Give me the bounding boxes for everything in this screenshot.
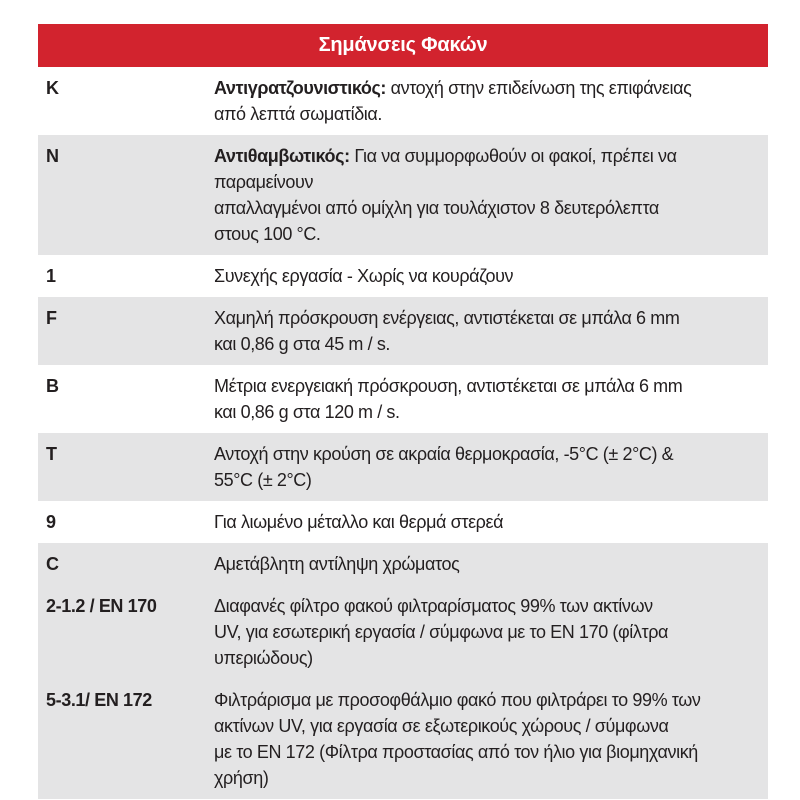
row-description bbox=[214, 255, 768, 297]
row-code: 1 bbox=[46, 266, 56, 286]
description-line: Συνεχής εργασία - Χωρίς να κουράζουν bbox=[214, 266, 514, 286]
row-description bbox=[214, 297, 768, 365]
table-row bbox=[38, 255, 768, 297]
description-line: Για λιωμένο μέταλλο και θερμά στερεά bbox=[214, 512, 504, 532]
description-line: και 0,86 g στα 45 m / s. bbox=[214, 334, 391, 354]
description-line: απαλλαγμένοι από ομίχλη για τουλάχιστον 8 δευτερόλεπτα bbox=[214, 198, 659, 218]
description-line: Χαμηλή πρόσκρουση ενέργειας, αντιστέκεται σε μπάλα 6 mm bbox=[214, 308, 680, 328]
table-header-bar bbox=[38, 24, 768, 67]
table-row bbox=[38, 501, 768, 543]
description-line: παραμείνουν bbox=[214, 172, 314, 192]
table-row bbox=[38, 433, 768, 501]
description-line: Φιλτράρισμα με προσοφθάλμιο φακό που φιλτράρει το 99% των bbox=[214, 690, 701, 710]
table-rows bbox=[38, 67, 768, 799]
row-code: 2-1.2 / EN 170 bbox=[46, 596, 157, 616]
row-description bbox=[214, 585, 768, 679]
description-line: χρήση) bbox=[214, 768, 269, 788]
description-line: Μέτρια ενεργειακή πρόσκρουση, αντιστέκεται σε μπάλα 6 mm bbox=[214, 376, 683, 396]
table-row bbox=[38, 67, 768, 135]
table-row bbox=[38, 365, 768, 433]
row-code: N bbox=[46, 146, 59, 166]
row-description bbox=[214, 543, 768, 585]
table-row bbox=[38, 585, 768, 679]
description-line: από λεπτά σωματίδια. bbox=[214, 104, 383, 124]
description-bold-term: Αντιγρατζουνιστικός: bbox=[214, 78, 391, 98]
row-code: 5-3.1/ EN 172 bbox=[46, 690, 152, 710]
row-description bbox=[214, 365, 768, 433]
row-code: F bbox=[46, 308, 57, 328]
description-line: Διαφανές φίλτρο φακού φιλτραρίσματος 99% των ακτίνων bbox=[214, 596, 653, 616]
description-bold-term: Αντιθαμβωτικός: bbox=[214, 146, 355, 166]
table-row bbox=[38, 135, 768, 255]
description-line: Αμετάβλητη αντίληψη χρώματος bbox=[214, 554, 460, 574]
description-line: UV, για εσωτερική εργασία / σύμφωνα με το EN 170 (φίλτρα bbox=[214, 622, 669, 642]
description-line: Αντοχή στην κρούση σε ακραία θερμοκρασία, -5°C (± 2°C) & bbox=[214, 444, 674, 464]
row-code: T bbox=[46, 444, 57, 464]
row-description bbox=[214, 433, 768, 501]
description-line: ακτίνων UV, για εργασία σε εξωτερικούς χώρους / σύμφωνα bbox=[214, 716, 669, 736]
row-code: K bbox=[46, 78, 59, 98]
description-line: 55°C (± 2°C) bbox=[214, 470, 312, 490]
description-line: Αντιγρατζουνιστικός: αντοχή στην επιδείνωση της επιφάνειας bbox=[214, 78, 692, 98]
description-line: Αντιθαμβωτικός: Για να συμμορφωθούν οι φακοί, πρέπει να bbox=[214, 146, 677, 166]
description-line: στους 100 °C. bbox=[214, 224, 321, 244]
row-description bbox=[214, 679, 768, 799]
row-description bbox=[214, 135, 768, 255]
description-line: και 0,86 g στα 120 m / s. bbox=[214, 402, 400, 422]
description-line: υπεριώδους) bbox=[214, 648, 313, 668]
description-line: με το EN 172 (Φίλτρα προστασίας από τον ήλιο για βιομηχανική bbox=[214, 742, 698, 762]
table-title: Σημάνσεις Φακών bbox=[318, 34, 488, 56]
lens-markings-table bbox=[38, 24, 768, 799]
table-row bbox=[38, 543, 768, 585]
row-code: 9 bbox=[46, 512, 56, 532]
row-code: C bbox=[46, 554, 59, 574]
row-description bbox=[214, 501, 768, 543]
row-description bbox=[214, 67, 768, 135]
row-code: B bbox=[46, 376, 59, 396]
table-row bbox=[38, 679, 768, 799]
table-row bbox=[38, 297, 768, 365]
